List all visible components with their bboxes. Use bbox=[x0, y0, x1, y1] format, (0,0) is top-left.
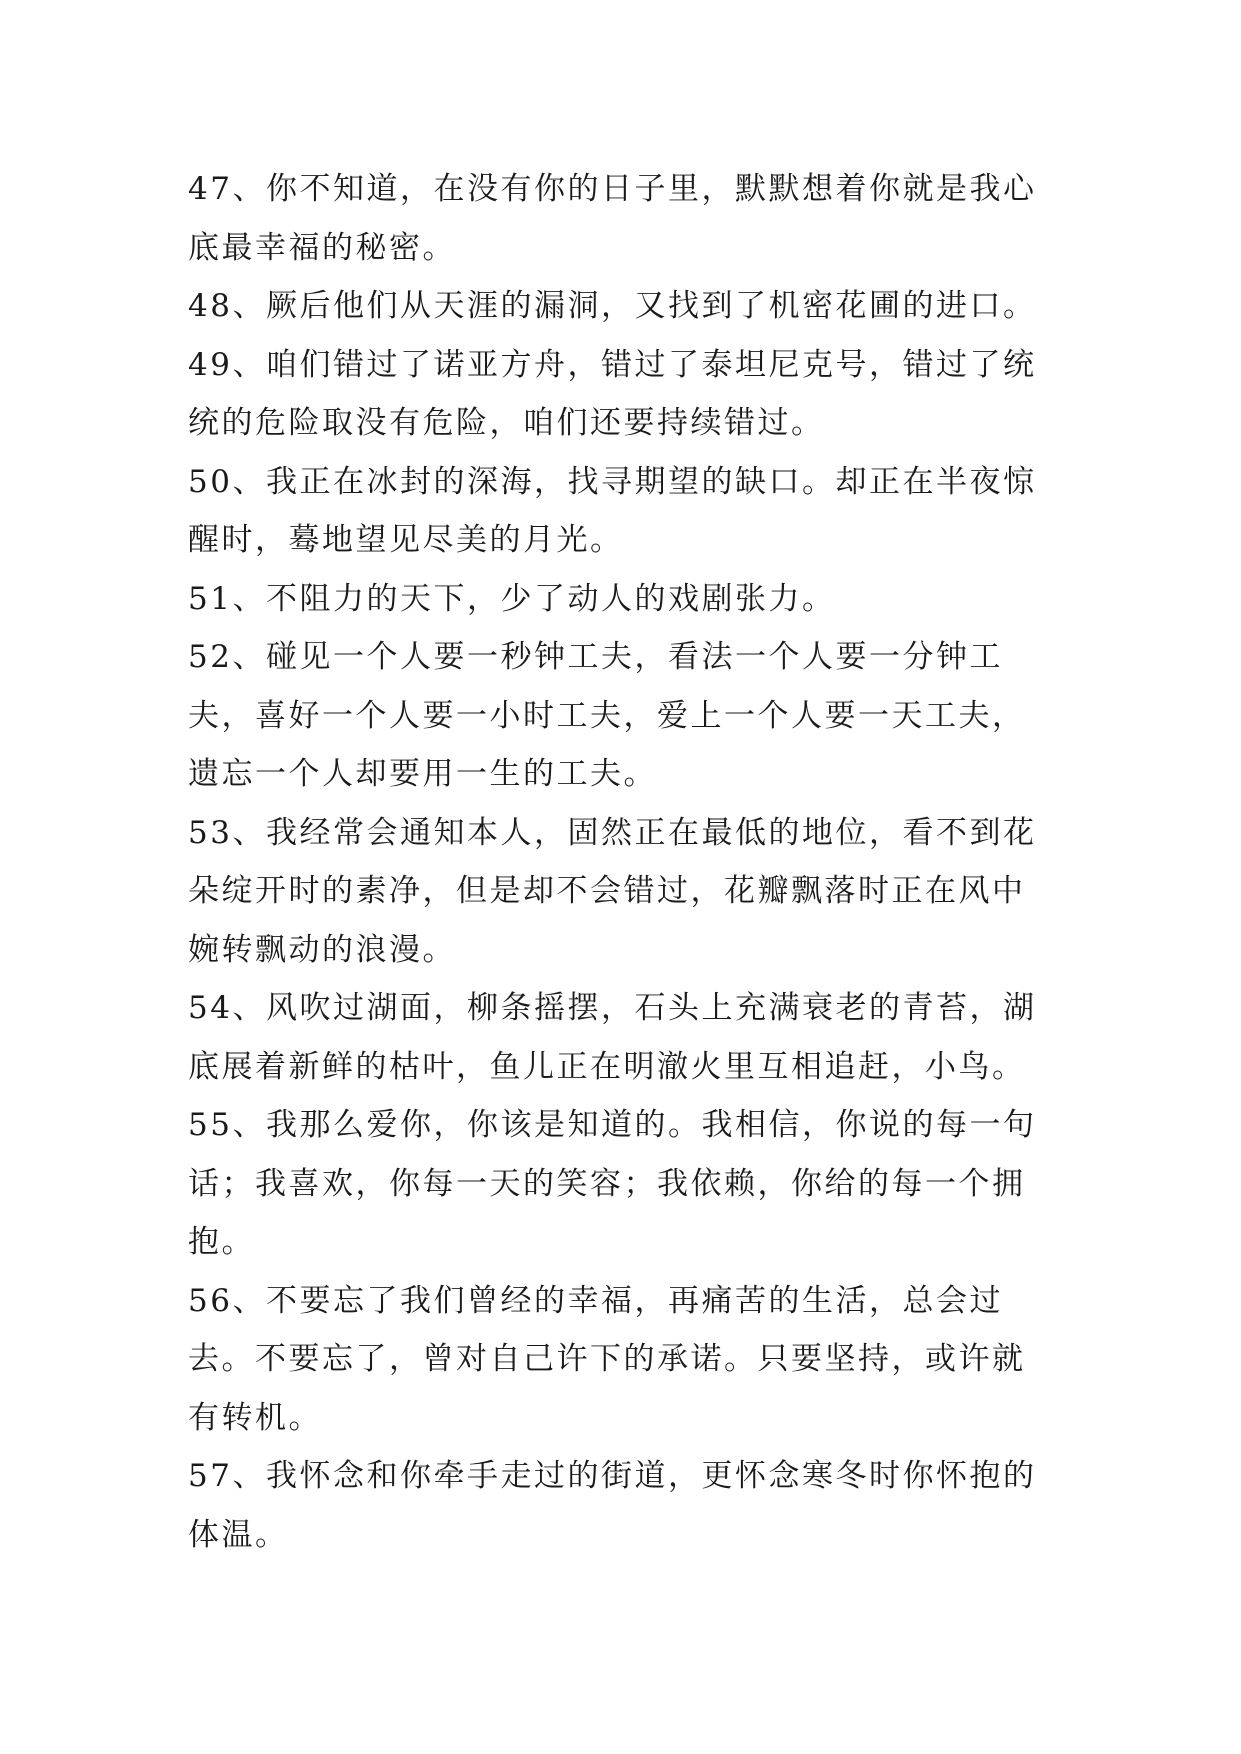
entry-51: 51、不阻力的天下，少了动人的戏剧张力。 bbox=[188, 580, 836, 617]
entry-47: 47、你不知道，在没有你的日子里，默默想着你就是我心底最幸福的秘密。 bbox=[188, 171, 1037, 266]
entry-53: 53、我经常会通知本人，固然正在最低的地位，看不到花朵绽开时的素净，但是却不会错过，花瓣飘落时正在风中婉转飘动的浪漫。 bbox=[188, 814, 1037, 968]
document-body bbox=[188, 160, 1058, 1564]
entry-57: 57、我怀念和你牵手走过的街道，更怀念寒冬时你怀抱的体温。 bbox=[188, 1458, 1037, 1553]
entry-54: 54、风吹过湖面，柳条摇摆，石头上充满衰老的青苔，湖底展着新鲜的枯叶，鱼儿正在明澈火里互相追赶，小鸟。 bbox=[188, 990, 1037, 1085]
entry-50: 50、我正在冰封的深海，找寻期望的缺口。却正在半夜惊醒时，蓦地望见尽美的月光。 bbox=[188, 463, 1037, 558]
entry-56: 56、不要忘了我们曾经的幸福，再痛苦的生活，总会过去。不要忘了，曾对自己许下的承诺。只要坚持，或许就有转机。 bbox=[188, 1282, 1026, 1436]
entry-49: 49、咱们错过了诺亚方舟，错过了泰坦尼克号，错过了统统的危险取没有危险，咱们还要持续错过。 bbox=[188, 346, 1037, 441]
entry-48: 48、厥后他们从天涯的漏洞，又找到了机密花圃的进口。 bbox=[188, 288, 1037, 324]
entry-55: 55、我那么爱你，你该是知道的。我相信，你说的每一句话；我喜欢，你每一天的笑容；我依赖，你给的每一个拥抱。 bbox=[188, 1107, 1037, 1260]
entry-52: 52、碰见一个人要一秒钟工夫，看法一个人要一分钟工夫，喜好一个人要一小时工夫，爱上一个人要一天工夫，遗忘一个人却要用一生的工夫。 bbox=[188, 639, 1026, 792]
